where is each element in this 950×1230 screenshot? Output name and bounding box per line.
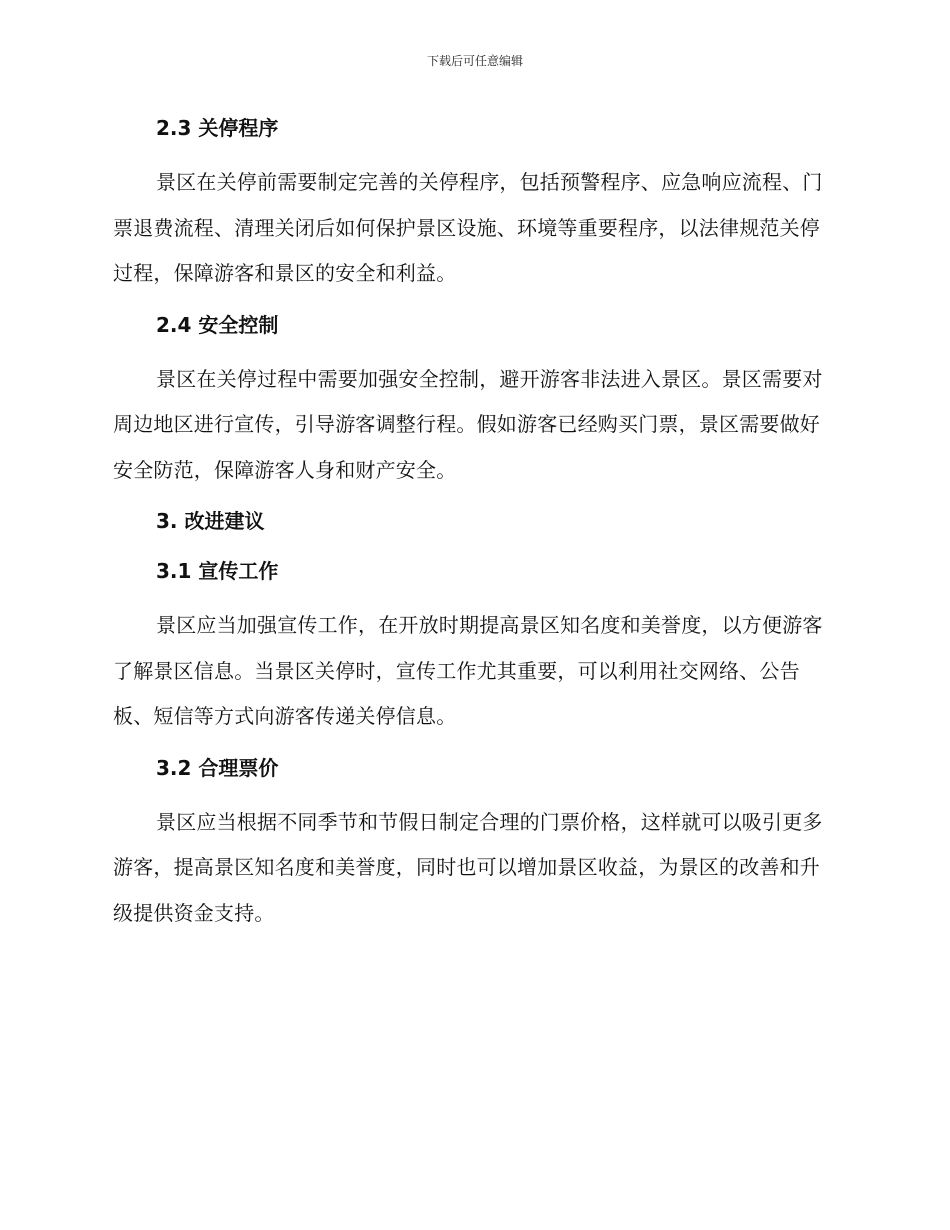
document-body [113,110,833,946]
section-heading-3-2: 3.2 合理票价 [156,755,279,780]
section-paragraph-3-2: 景区应当根据不同季节和节假日制定合理的门票价格，这样就可以吸引更多游客，提高景区知名度和美誉度，同时也可以增加景区收益，为景区的改善和升级提供资金支持。 [113,809,823,925]
page-header: 下载后可任意编辑 [426,54,523,68]
section-heading-2-4: 2.4 安全控制 [156,312,279,337]
section-heading-2-3: 2.3 关停程序 [156,116,279,140]
section-paragraph-2-3: 景区在关停前需要制定完善的关停程序，包括预警程序、应急响应流程、门票退费流程、清理关闭后如何保护景区设施、环境等重要程序，以法律规范关停过程，保障游客和景区的安全和利益。 [113,170,823,285]
section-paragraph-3-1: 景区应当加强宣传工作，在开放时期提高景区知名度和美誉度，以方便游客了解景区信息。当景区关停时，宣传工作尤其重要，可以利用社交网络、公告板、短信等方式向游客传递关停信息。 [113,613,823,728]
section-heading-3: 3. 改进建议 [156,509,265,533]
section-paragraph-2-4: 景区在关停过程中需要加强安全控制，避开游客非法进入景区。景区需要对周边地区进行宣传，引导游客调整行程。假如游客已经购买门票，景区需要做好安全防范，保障游客人身和财产安全。 [113,366,823,482]
section-heading-3-1: 3.1 宣传工作 [156,559,279,583]
